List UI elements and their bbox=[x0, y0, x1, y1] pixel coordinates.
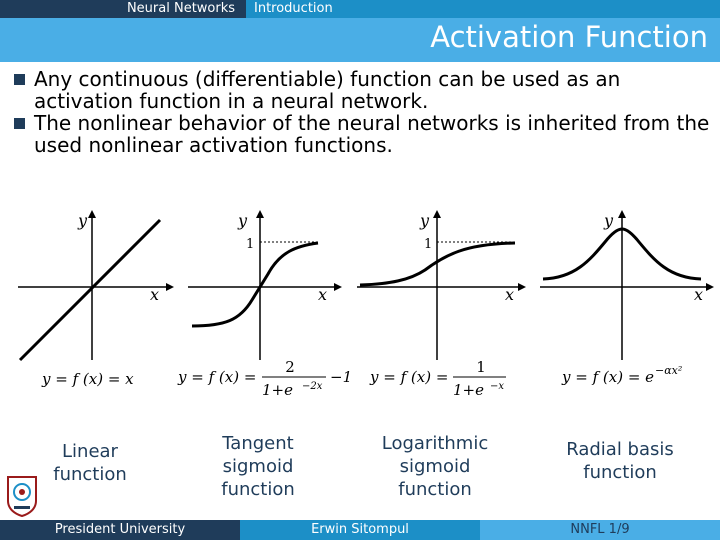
logarithmic-sigmoid-plot bbox=[357, 211, 522, 360]
linear-curve bbox=[20, 220, 160, 360]
linear-plot bbox=[18, 211, 170, 360]
linear-function-label: Linear function bbox=[53, 441, 127, 485]
log-formula-denominator: 1+e bbox=[453, 381, 484, 399]
linear-formula: y = f (x) = x bbox=[42, 370, 134, 388]
bullet-square-icon bbox=[14, 118, 25, 129]
y-axis-label: y bbox=[78, 211, 88, 230]
bullet-item bbox=[12, 68, 712, 112]
footer-page-number: NNFL 1/9 bbox=[480, 520, 720, 540]
bullet-square-icon bbox=[14, 74, 25, 85]
x-axis-label: x bbox=[318, 285, 328, 304]
x-axis-label: x bbox=[505, 285, 515, 304]
one-label: 1 bbox=[424, 237, 433, 252]
footer-university: President University bbox=[0, 520, 240, 540]
bullet-text: Any continuous (differentiable) function can be used as an activation function in a neural network. bbox=[34, 67, 621, 113]
y-axis-label: y bbox=[420, 211, 430, 230]
breadcrumb-section[interactable]: Neural Networks bbox=[126, 1, 236, 16]
log-formula-prefix: y = f (x) = bbox=[370, 368, 449, 386]
tangent-sigmoid-curve bbox=[192, 243, 318, 326]
tangent-sigmoid-plot bbox=[188, 211, 338, 360]
tangent-formula-numerator: 2 bbox=[285, 358, 295, 376]
logarithmic-sigmoid-label: Logarithmic sigmoid function bbox=[381, 433, 489, 500]
university-logo-icon bbox=[5, 475, 39, 517]
breadcrumb-topic[interactable]: Introduction bbox=[246, 0, 720, 18]
tangent-formula-denominator: 1+e bbox=[262, 381, 293, 399]
tangent-sigmoid-label: Tangent sigmoid function bbox=[221, 433, 295, 500]
footer-author: Erwin Sitompul bbox=[240, 520, 480, 540]
bullet-item bbox=[12, 112, 712, 156]
log-formula-exponent: −x bbox=[490, 381, 505, 392]
rbf-formula-exponent: −αx² bbox=[655, 364, 683, 377]
bullet-list bbox=[12, 68, 712, 156]
tangent-formula-exponent: −2x bbox=[302, 381, 323, 392]
footer-bar bbox=[0, 520, 720, 540]
tangent-formula-suffix: −1 bbox=[330, 368, 353, 386]
tangent-formula-prefix: y = f (x) = bbox=[178, 368, 257, 386]
x-axis-label: x bbox=[150, 285, 160, 304]
y-axis-label: y bbox=[604, 211, 614, 230]
bullet-text: The nonlinear behavior of the neural networks is inherited from the used nonlinear activation functions. bbox=[34, 111, 710, 157]
y-axis-label: y bbox=[238, 211, 248, 230]
top-bar bbox=[0, 0, 720, 18]
slide-title: Activation Function bbox=[430, 20, 708, 54]
radial-basis-plot bbox=[540, 211, 710, 360]
x-axis-label: x bbox=[694, 285, 704, 304]
radial-basis-label: Radial basis function bbox=[566, 439, 674, 483]
one-label: 1 bbox=[246, 237, 255, 252]
activation-plots bbox=[0, 200, 720, 400]
log-formula-numerator: 1 bbox=[476, 358, 486, 376]
formulas bbox=[41, 358, 682, 399]
rbf-formula-prefix: y = f (x) = e bbox=[562, 368, 655, 386]
